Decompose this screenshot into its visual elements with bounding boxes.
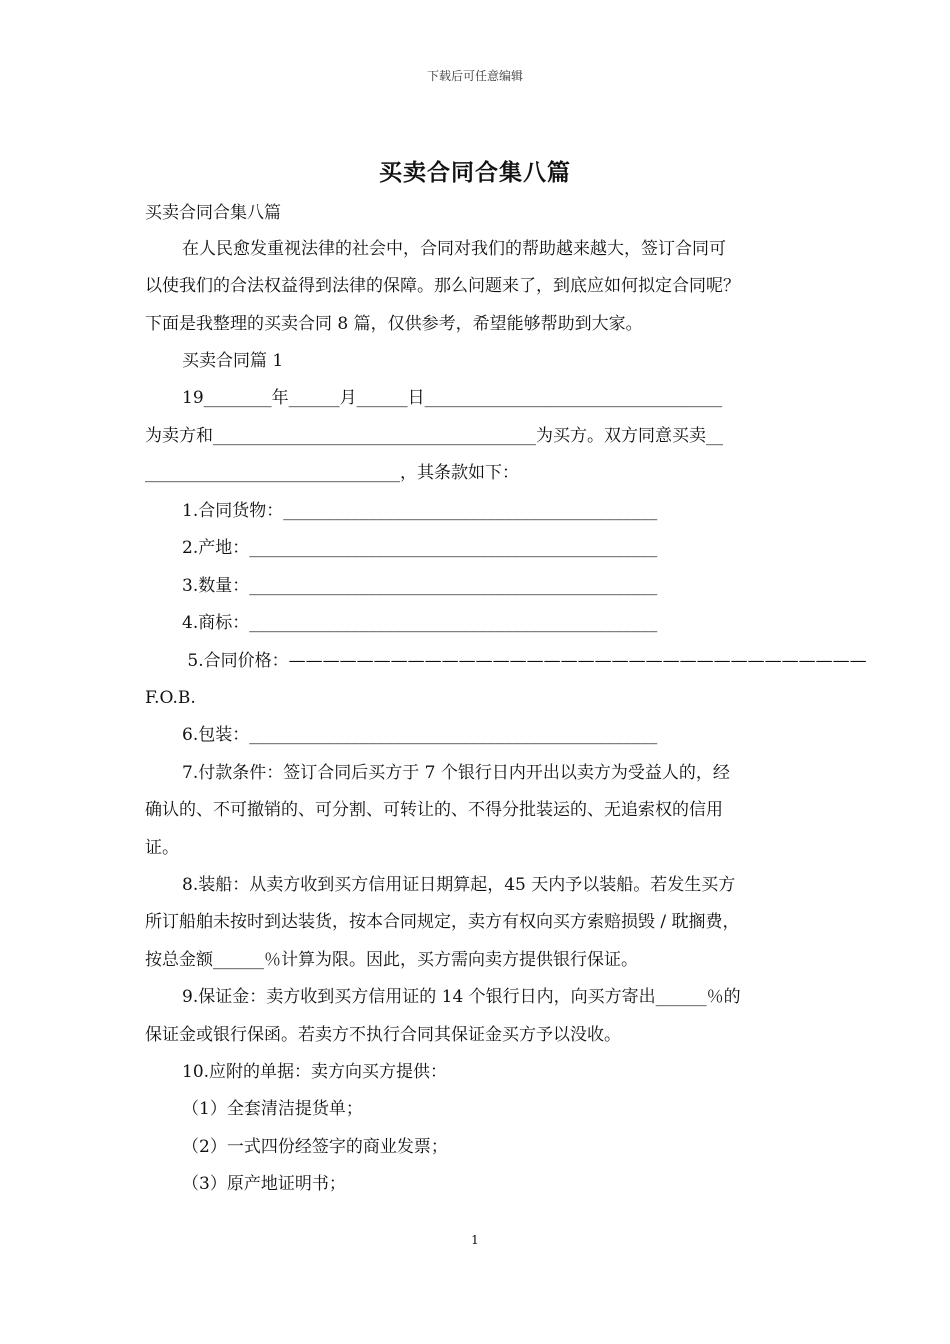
- clause-line: 证。: [145, 838, 179, 858]
- clause-line: 确认的、不可撤销的、可分割、可转让的、不得分批装运的、无追索权的信用: [145, 800, 723, 820]
- list-item: （1）全套清洁提货单；: [182, 1099, 363, 1119]
- parties-line: ______________________________，其条款如下：: [145, 463, 519, 483]
- page-number: 1: [471, 1233, 479, 1247]
- document-title: 买卖合同合集八篇: [379, 159, 571, 186]
- clause-line: 7.付款条件：签订合同后买方于 7 个银行日内开出以卖方为受益人的，经: [182, 763, 730, 783]
- clause-line: 6.包装：________________________________________________: [182, 725, 658, 745]
- clause-line: F.O.B.: [145, 688, 196, 708]
- clause-line: 按总金额______％计算为限。因此，买方需向卖方提供银行保证。: [145, 950, 638, 970]
- clause-line: 9.保证金：卖方收到买方信用证的 14 个银行日内，向买方寄出______％的: [182, 987, 741, 1007]
- list-item: （3）原产地证明书；: [182, 1174, 346, 1194]
- page-header-note: 下载后可任意编辑: [426, 69, 523, 83]
- subtitle-line: 买卖合同合集八篇: [145, 203, 281, 223]
- parties-line: 为卖方和______________________________________为买方。双方同意买卖__: [145, 426, 723, 446]
- clause-line: 保证金或银行保函。若卖方不执行合同其保证金买方予以没收。: [145, 1025, 621, 1045]
- clause-line: 所订船舶未按时到达装货，按本合同规定，卖方有权向买方索赔损毁 / 耽搁费，: [145, 912, 740, 932]
- list-item: （2）一式四份经签字的商业发票；: [182, 1137, 448, 1157]
- clause-line: 2.产地：________________________________________________: [182, 538, 658, 558]
- clause-line: 4.商标：________________________________________________: [182, 613, 658, 633]
- clause-line: 3.数量：________________________________________________: [182, 576, 658, 596]
- clause-line: 8.装船：从卖方收到买方信用证日期算起，45 天内予以装船。若发生买方: [182, 875, 736, 895]
- body-line: 下面是我整理的买卖合同 8 篇，仅供参考，希望能够帮助到大家。: [145, 314, 643, 334]
- date-line: 19________年______月______日___________________________________: [182, 388, 723, 408]
- body-line: 在人民愈发重视法律的社会中，合同对我们的帮助越来越大，签订合同可: [182, 239, 726, 259]
- clause-line: 10.应附的单据：卖方向买方提供：: [182, 1062, 448, 1082]
- clause-line: 5.合同价格：——————————————————————————————————: [182, 651, 867, 671]
- body-line: 以使我们的合法权益得到法律的保障。那么问题来了，到底应如何拟定合同呢？: [145, 276, 740, 296]
- section-heading: 买卖合同篇 1: [182, 351, 284, 371]
- clause-line: 1.合同货物：____________________________________________: [182, 501, 658, 521]
